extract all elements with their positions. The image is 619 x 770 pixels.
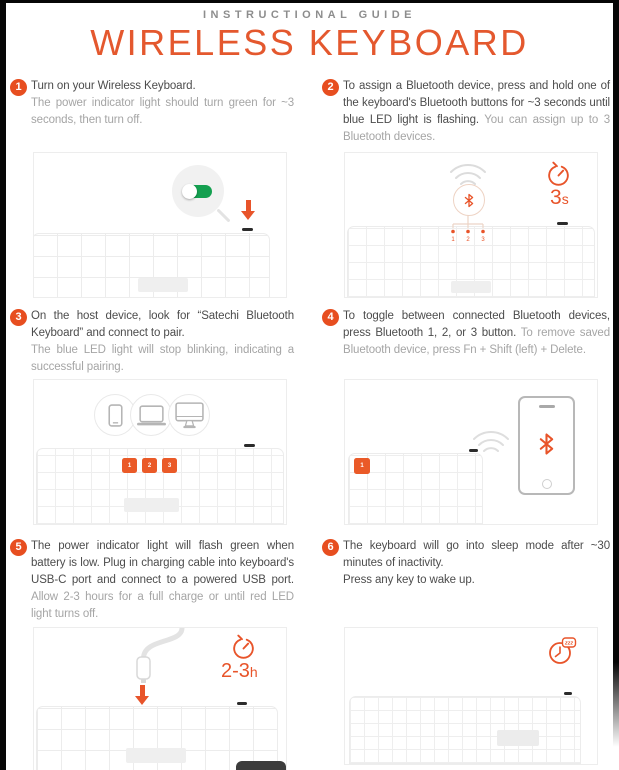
step-2-sub: You can assign up to 3 Bluetooth devices.: [343, 114, 610, 143]
keyboard-illustration: [349, 696, 581, 764]
step-5: [10, 538, 294, 623]
guide-eyebrow: INSTRUCTIONAL GUIDE: [202, 9, 417, 21]
step-1-text: [31, 78, 294, 129]
monitor-icon: [174, 402, 205, 429]
photo-edge-right: [613, 0, 619, 770]
step-1: [10, 78, 294, 129]
step-3-number-badge: 3: [10, 309, 27, 326]
power-switch: [557, 222, 568, 225]
spacebar: [497, 730, 539, 746]
power-toggle-icon: [184, 185, 212, 198]
step-6: [322, 538, 610, 589]
step-6-text: [343, 538, 610, 589]
step-5-main: The power indicator light will flash green when battery is low. Plug in charging cable into keyboard's USB-C port and connect to a powered USB port.: [31, 540, 294, 586]
bluetooth-key-2: 2: [142, 458, 157, 473]
laptop-circle: [130, 394, 172, 436]
timer-icon: [230, 634, 257, 661]
bluetooth-icon: [463, 192, 475, 209]
keyboard-illustration: [36, 448, 284, 525]
step-3-sub: The blue LED light will stop blinking, indicating a successful pairing.: [31, 344, 294, 373]
monitor-circle: [168, 394, 210, 436]
down-arrow-icon: [135, 685, 150, 705]
bluetooth-key-1: 1: [354, 458, 370, 474]
signal-arcs-icon: [443, 157, 493, 185]
step-2: [322, 78, 610, 146]
bluetooth-circle: [453, 184, 485, 216]
bt-key-label-3: 3: [481, 237, 485, 243]
step-6-number-badge: 6: [322, 539, 339, 556]
step-2-text: [343, 78, 610, 146]
step-4-main: To toggle between connected Bluetooth devices, press Bluetooth 1, 2, or 3 button.: [343, 310, 610, 339]
toggle-knob: [182, 184, 197, 199]
step-3-main: On the host device, look for “Satechi Bluetooth Keyboard” and connect to pair.: [31, 310, 294, 339]
bottom-dark-tab: [236, 761, 286, 770]
step-4-text: [343, 308, 610, 359]
signal-arcs-icon: [465, 422, 517, 452]
power-switch: [242, 228, 253, 231]
step-3-illustration: [33, 379, 287, 525]
bluetooth-keys-bracket: [434, 215, 502, 245]
step-5-illustration: [33, 627, 287, 770]
phone-speaker: [539, 405, 555, 408]
bluetooth-key-3: 3: [162, 458, 177, 473]
timer-icon: [545, 161, 572, 188]
step-6-main: The keyboard will go into sleep mode after ~30 minutes of inactivity.: [343, 540, 610, 569]
photo-edge-left: [0, 0, 6, 770]
step-1-number-badge: 1: [10, 79, 27, 96]
sleep-icon: [546, 636, 577, 667]
step-4-number-badge: 4: [322, 309, 339, 326]
step-2-main: To assign a Bluetooth device, press and hold one of the keyboard's Bluetooth buttons for ~3 seconds until blue LED light is flashing.: [343, 80, 610, 126]
step-1-illustration: [33, 152, 287, 298]
bt-key-label-1: 1: [451, 237, 455, 243]
power-switch: [564, 692, 572, 695]
step-6-illustration: [344, 627, 598, 765]
spacebar: [126, 748, 186, 763]
step-3: [10, 308, 294, 376]
timer-label: 3s: [550, 186, 569, 209]
step-2-number-badge: 2: [322, 79, 339, 96]
step-5-number-badge: 5: [10, 539, 27, 556]
step-4-illustration: [344, 379, 598, 525]
power-switch: [244, 444, 255, 447]
step-4: [322, 308, 610, 359]
bluetooth-icon: [537, 431, 556, 457]
spacebar: [138, 278, 188, 292]
step-5-text: [31, 538, 294, 623]
zzz-label: zzz: [564, 640, 574, 647]
down-arrow-icon: [241, 200, 256, 220]
smartphone-icon: [108, 404, 123, 427]
power-switch: [237, 702, 247, 705]
usb-cable-illustration: [124, 628, 194, 688]
magnifier-handle: [216, 208, 230, 222]
step-1-main: Turn on your Wireless Keyboard.: [31, 80, 196, 92]
step-4-sub: To remove saved Bluetooth device, press Fn + Shift (left) + Delete.: [343, 327, 610, 356]
spacebar: [124, 498, 179, 512]
phone-illustration: [518, 396, 575, 495]
bluetooth-key-1: 1: [122, 458, 137, 473]
laptop-icon: [136, 405, 167, 426]
step-2-illustration: [344, 152, 598, 298]
step-5-sub: Allow 2-3 hours for a full charge or until red LED light turns off.: [31, 591, 294, 620]
step-1-sub: The power indicator light should turn green for ~3 seconds, then turn off.: [31, 97, 294, 126]
step-6-sub: Press any key to wake up.: [343, 574, 475, 586]
bt-key-label-2: 2: [466, 237, 470, 243]
photo-edge-top: [0, 0, 619, 3]
phone-home-button: [542, 479, 552, 489]
step-3-text: [31, 308, 294, 376]
page-title: WIRELESS KEYBOARD: [90, 22, 529, 63]
timer-label: 2-3h: [221, 660, 258, 682]
spacebar: [451, 281, 491, 293]
